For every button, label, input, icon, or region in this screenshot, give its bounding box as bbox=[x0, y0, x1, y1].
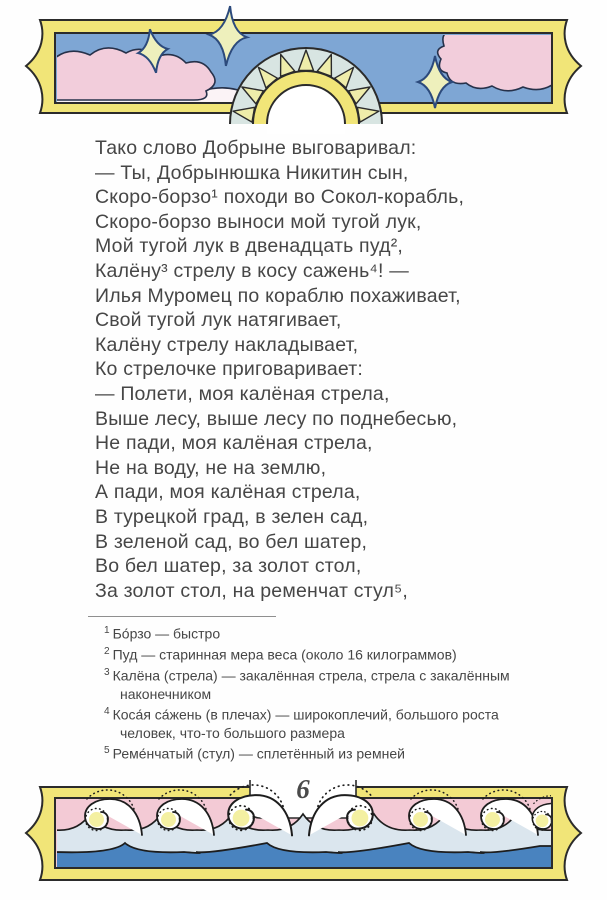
poem-line: Калёну стрелу накладывает, bbox=[95, 333, 359, 356]
poem-line: Свой тугой лук натягивает, bbox=[95, 309, 342, 332]
poem-line: А пади, моя калёная стрела, bbox=[95, 481, 361, 504]
footnote bbox=[104, 703, 540, 742]
poem-line: Выше лесу, выше лесу по поднебесью, bbox=[95, 407, 458, 430]
footnote-text: Реме́нчатый (стул) — сплетённый из ремней bbox=[112, 745, 405, 762]
footnote-marker: 4 bbox=[104, 705, 110, 717]
poem-line: Скоро-борзо¹ походи во Сокол-корабль, bbox=[95, 186, 465, 209]
footnote bbox=[104, 664, 540, 703]
footnote-marker: 5 bbox=[104, 744, 110, 756]
footnote-marker: 1 bbox=[104, 625, 110, 636]
poem-line: В турецкой град, в зелен сад, bbox=[95, 505, 369, 528]
page-number: 6 bbox=[296, 774, 310, 804]
poem-line: Не на воду, не на землю, bbox=[95, 456, 327, 479]
footnote bbox=[104, 622, 540, 643]
header-banner-illustration bbox=[0, 0, 607, 134]
footnote-text: Пуд — старинная мера веса (около 16 килограммов) bbox=[112, 646, 457, 663]
poem-line: Во бел шатер, за золот стол, bbox=[95, 555, 362, 578]
footnote bbox=[104, 742, 540, 763]
poem-line: В зеленой сад, во бел шатер, bbox=[95, 530, 368, 553]
poem-line: Ко стрелочке приговаривает: bbox=[95, 358, 364, 381]
poem-text bbox=[95, 136, 575, 603]
poem-line: — Ты, Добрынюшка Никитин сын, bbox=[95, 161, 409, 184]
footnote-marker: 3 bbox=[104, 666, 110, 678]
poem-line: За золот стол, на ременчат стул⁵, bbox=[95, 579, 409, 602]
poem-line: — Полети, моя калёная стрела, bbox=[95, 382, 390, 405]
poem-line: Калёну³ стрелу в косу сажень⁴! — bbox=[95, 259, 409, 282]
footnote-text: Бо́рзо — быстро bbox=[112, 625, 221, 642]
footnote bbox=[104, 643, 540, 664]
footnote-separator bbox=[88, 616, 276, 617]
footnotes-block bbox=[104, 622, 540, 763]
poem-line: Мой тугой лук в двенадцать пуд², bbox=[95, 235, 404, 258]
footnote-text: Калёна (стрела) — закалённая стрела, стрела с закалённым наконечником bbox=[112, 667, 510, 702]
poem-line: Илья Муромец по кораблю похаживает, bbox=[95, 284, 461, 307]
poem-line: Тако слово Добрыне выговаривал: bbox=[95, 137, 417, 159]
footnote-text: Коса́я са́жень (в плечах) — широкоплечий, большого роста человек, что-то большого размера bbox=[112, 706, 499, 741]
footnote-marker: 2 bbox=[104, 645, 110, 657]
poem-line: Не пади, моя калёная стрела, bbox=[95, 432, 373, 455]
poem-line: Скоро-борзо выноси мой тугой лук, bbox=[95, 210, 422, 233]
